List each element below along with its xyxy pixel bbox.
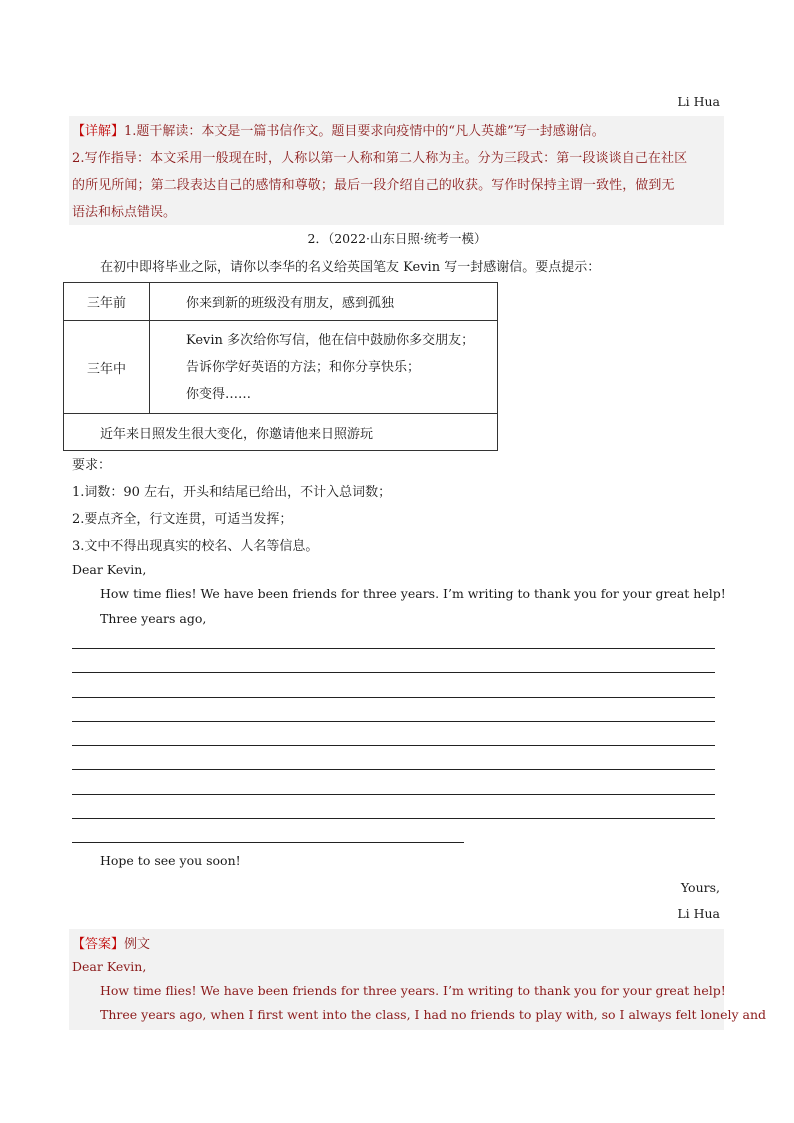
- analysis-line-3: 的所见所闻；第二段表达自己的感情和尊敬；最后一段介绍自己的收获。写作时保持主谓一致性，做到无: [72, 178, 675, 193]
- letter-closing: Hope to see you soon!: [100, 853, 241, 868]
- writing-line: [72, 721, 715, 722]
- writing-line: [72, 672, 715, 673]
- letter-sign-off: Yours,: [680, 880, 720, 895]
- table-row2-line3: 你变得……: [186, 386, 252, 402]
- table-row2-line2: 告诉你学好英语的方法；和你分享快乐；: [186, 359, 421, 375]
- writing-line: [72, 648, 715, 649]
- answer-line-2: Three years ago, when I first went into the class, I had no friends to play with, so I always felt lonely and: [100, 1007, 767, 1022]
- requirement-3: 3.文中不得出现真实的校名、人名等信息。: [72, 539, 319, 554]
- analysis-line-1: [72, 120, 605, 139]
- table-row2-line1: Kevin 多次给你写信，他在信中鼓励你多交朋友；: [186, 332, 475, 348]
- analysis-label: 【详解】: [72, 124, 125, 139]
- table-row1-content: 你来到新的班级没有朋友，感到孤独: [150, 283, 498, 321]
- requirement-2: 2.要点齐全，行文连贯，可适当发挥；: [72, 512, 293, 527]
- table-row3-content: 近年来日照发生很大变化，你邀请他来日照游玩: [64, 414, 498, 451]
- table-row1-label: 三年前: [64, 283, 150, 321]
- letter-line-1: How time flies! We have been friends for three years. I’m writing to thank you for your great help!: [100, 586, 726, 601]
- prompt-table: [63, 282, 498, 451]
- table-row2-label: 三年中: [64, 321, 150, 414]
- writing-line: [72, 769, 715, 770]
- answer-greeting: Dear Kevin,: [72, 959, 147, 974]
- letter-line-2: Three years ago,: [100, 611, 207, 626]
- writing-line: [72, 818, 715, 819]
- requirements-title: 要求：: [72, 458, 112, 473]
- answer-label: 【答案】: [72, 937, 125, 952]
- analysis-text-1: 1.题干解读：本文是一篇书信作文。题目要求向疫情中的“凡人英雄”写一封感谢信。: [124, 124, 605, 139]
- table-row2-content: [150, 321, 498, 414]
- writing-line: [72, 697, 715, 698]
- letter-greeting: Dear Kevin,: [72, 562, 147, 577]
- writing-line: [72, 745, 715, 746]
- answer-line-1: How time flies! We have been friends for three years. I’m writing to thank you for your great help!: [100, 983, 726, 998]
- answer-label-text: 例文: [124, 937, 151, 952]
- question-source: 2．（2022·山东日照·统考一模）: [307, 231, 487, 246]
- letter-signature: Li Hua: [677, 906, 720, 921]
- requirement-1: 1.词数：90 左右，开头和结尾已给出，不计入总词数；: [72, 485, 392, 500]
- writing-line: [72, 794, 715, 795]
- top-signature: Li Hua: [677, 94, 720, 109]
- answer-header: [72, 933, 150, 952]
- analysis-line-2: 2.写作指导：本文采用一般现在时，人称以第一人称和第二人称为主。分为三段式：第一段谈谈自己在社区: [72, 151, 688, 166]
- analysis-line-4: 语法和标点错误。: [72, 205, 177, 220]
- question-prompt: 在初中即将毕业之际，请你以李华的名义给英国笔友 Kevin 写一封感谢信。要点提示：: [100, 260, 601, 275]
- writing-line-short: [72, 842, 464, 843]
